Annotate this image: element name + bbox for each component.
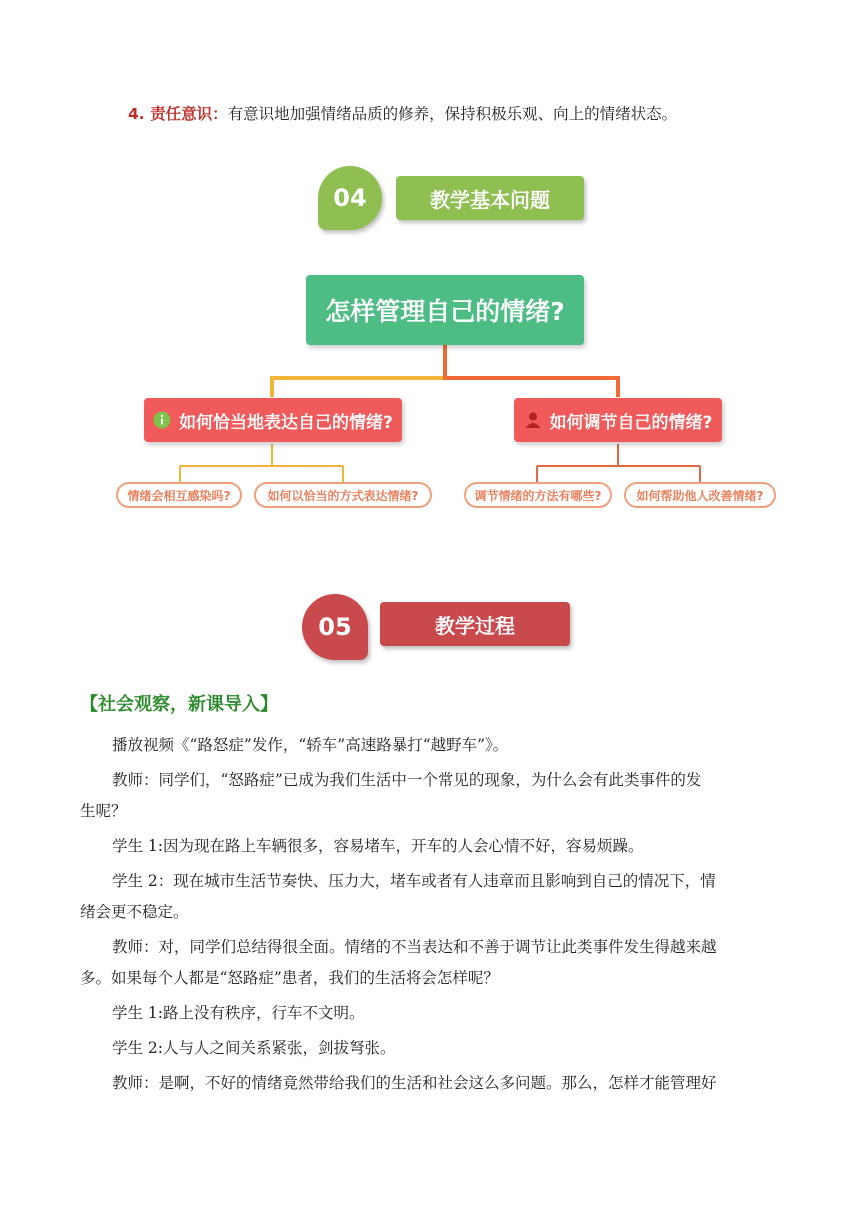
section-5-title-bar [380,602,570,646]
lesson-heading: 【社会观察，新课导入】 [80,694,278,715]
mindmap-leaf-methods [464,482,612,508]
body-line: 多。如果每个人都是“怒路症”患者，我们的生活将会怎样呢？ [80,969,499,987]
body-line: 绪会更不稳定。 [80,903,189,921]
person-icon [524,411,542,429]
section-4-number: 04 [333,184,367,212]
section-5-number: 05 [318,613,352,641]
body-line: 教师：是啊，不好的情绪竟然带给我们的生活和社会这么多问题。那么，怎样才能管理好 [112,1074,717,1092]
mindmap-connectors [0,0,860,520]
mindmap-branch-regulate [514,398,722,442]
info-icon [153,411,171,429]
mindmap-leaf-label: 如何帮助他人改善情绪? [636,488,764,503]
body-line: 学生 1:因为现在路上车辆很多，容易堵车，开车的人会心情不好，容易烦躁。 [112,837,644,855]
body-line: 学生 1:路上没有秩序，行车不文明。 [112,1004,365,1022]
mindmap-leaf-label: 调节情绪的方法有哪些? [474,488,602,503]
mindmap-leaf-contagion [116,482,242,508]
body-line: 生呢？ [80,802,127,820]
body-line: 教师：同学们，“怒路症”已成为我们生活中一个常见的现象，为什么会有此类事件的发 [112,771,702,789]
mindmap-root-label: 怎样管理自己的情绪? [325,297,565,326]
mindmap-leaf-help-others [624,482,776,508]
section-5-title: 教学过程 [435,613,515,638]
mindmap-branch-regulate-label: 如何调节自己的情绪? [549,412,713,433]
mindmap-leaf-label: 如何以恰当的方式表达情绪? [267,488,419,503]
mindmap-leaf-proper-expression [254,482,432,508]
mindmap-branch-express [144,398,402,442]
responsibility-label: 4. 责任意识： [128,105,228,123]
mindmap-leaf-label: 情绪会相互感染吗? [127,488,231,503]
body-line: 播放视频《“路怒症”发作，“轿车”高速路暴打“越野车”》。 [112,736,509,754]
body-line: 学生 2:人与人之间关系紧张，剑拔弩张。 [112,1039,396,1057]
section-4-title: 教学基本问题 [430,187,550,212]
body-line: 学生 2：现在城市生活节奏快、压力大，堵车或者有人违章而且影响到自己的情况下，情 [112,872,716,890]
section-5-number-badge [302,594,368,660]
mindmap-root [306,275,584,345]
body-line: 教师：对，同学们总结得很全面。情绪的不当表达和不善于调节让此类事件发生得越来越 [112,938,717,956]
mindmap-branch-express-label: 如何恰当地表达自己的情绪? [179,412,393,433]
responsibility-text: 有意识地加强情绪品质的修养，保持积极乐观、向上的情绪状态。 [227,105,678,123]
